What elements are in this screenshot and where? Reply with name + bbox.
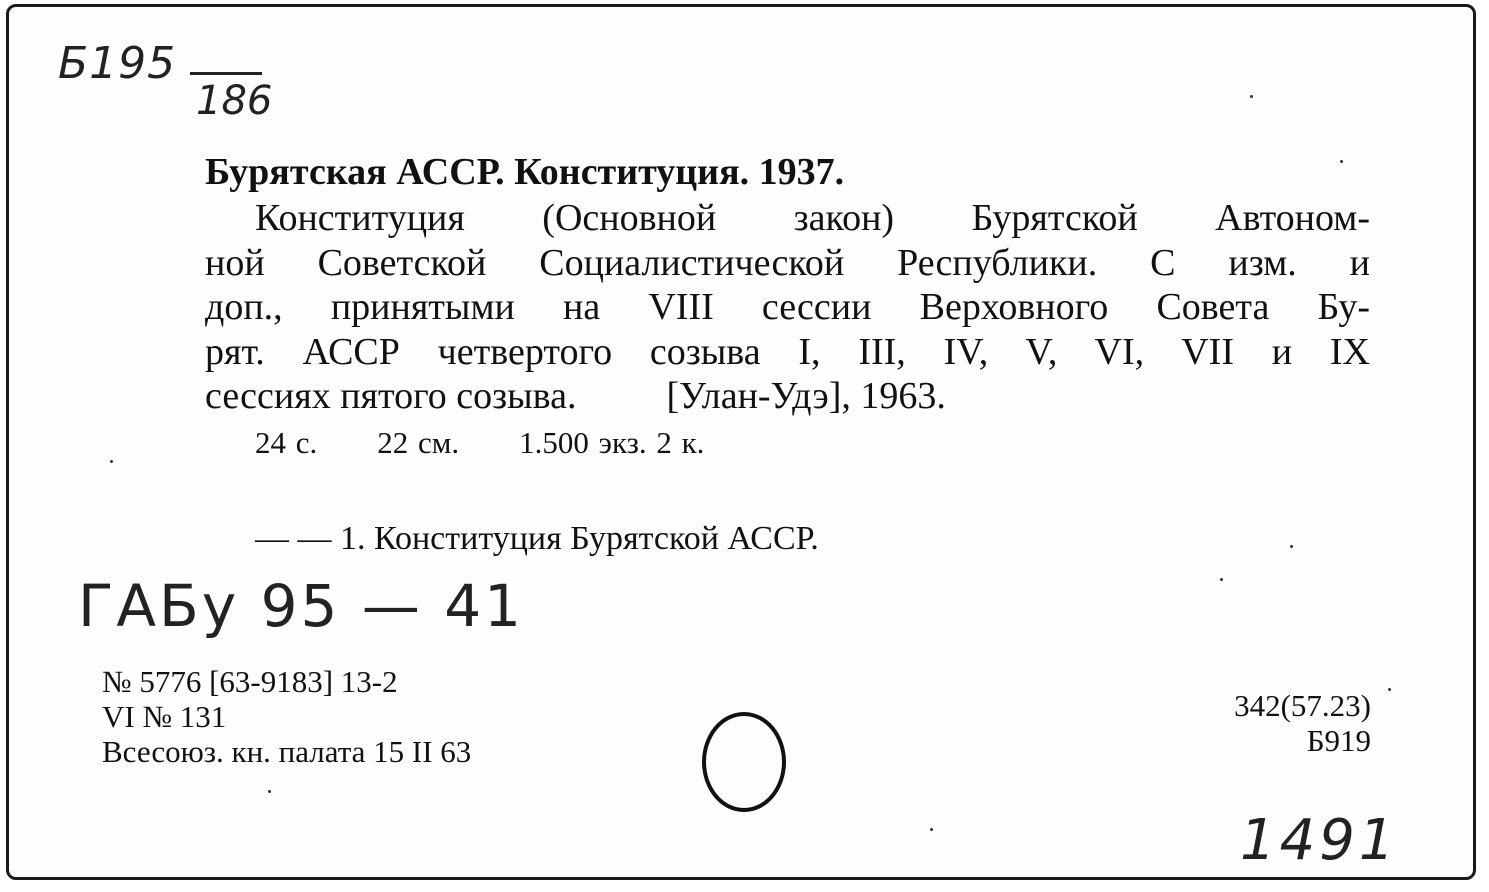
scan-speck	[1220, 578, 1223, 581]
collation-size: 22 см.	[377, 425, 460, 460]
collation-pages: 24 с.	[255, 425, 318, 460]
title-line-2: ной Советской Социалистической Республики. С изм. и	[205, 241, 1370, 284]
title-line-5	[205, 374, 1370, 419]
imprint: [Улан-Удэ], 1963.	[666, 375, 946, 417]
handwritten-inventory-number: 1491	[1240, 808, 1399, 873]
scan-speck	[110, 460, 113, 463]
title-line-1: Конституция (Основной закон) Бурятской Автоном-	[255, 197, 1370, 239]
registration-chamber-date: Всесоюз. кн. палата 15 II 63	[102, 734, 472, 769]
scan-speck	[1290, 545, 1293, 548]
scan-speck	[1388, 688, 1391, 691]
circle-mark	[702, 712, 786, 812]
registration-number: № 5776 [63-9183] 13-2	[102, 664, 398, 699]
handwritten-shelfmark-numerator: Б195	[58, 38, 177, 89]
handwritten-shelfmark-denominator: 186	[196, 78, 273, 124]
classification-block	[1234, 688, 1371, 758]
scan-speck	[1250, 95, 1253, 98]
scan-speck	[1340, 160, 1343, 163]
handwritten-archive-code: ГАБу 95 — 41	[78, 572, 525, 640]
collation-print-run-price: 1.500 экз. 2 к.	[519, 425, 705, 460]
registration-series: VI № 131	[102, 699, 227, 734]
scan-speck	[930, 828, 933, 831]
title-line-3: доп., принятыми на VIII сессии Верховного Совета Бу-	[205, 286, 1370, 328]
entry-heading: Бурятская АССР. Конституция. 1937.	[205, 151, 845, 193]
author-mark: Б919	[1306, 723, 1371, 758]
subject-tracing: — — 1. Конституция Бурятской АССР.	[255, 520, 819, 557]
classification-index: 342(57.23)	[1234, 688, 1371, 723]
fraction-bar	[190, 72, 262, 75]
scan-speck	[268, 790, 271, 793]
collation	[255, 425, 764, 461]
entry-title-block	[205, 196, 1370, 419]
title-line-4: рят. АССР четвертого созыва I, III, IV, V, VI, VII и IX	[205, 330, 1370, 373]
series-statement: сессиях пятого созыва.	[205, 375, 577, 417]
registration-block	[102, 664, 471, 769]
